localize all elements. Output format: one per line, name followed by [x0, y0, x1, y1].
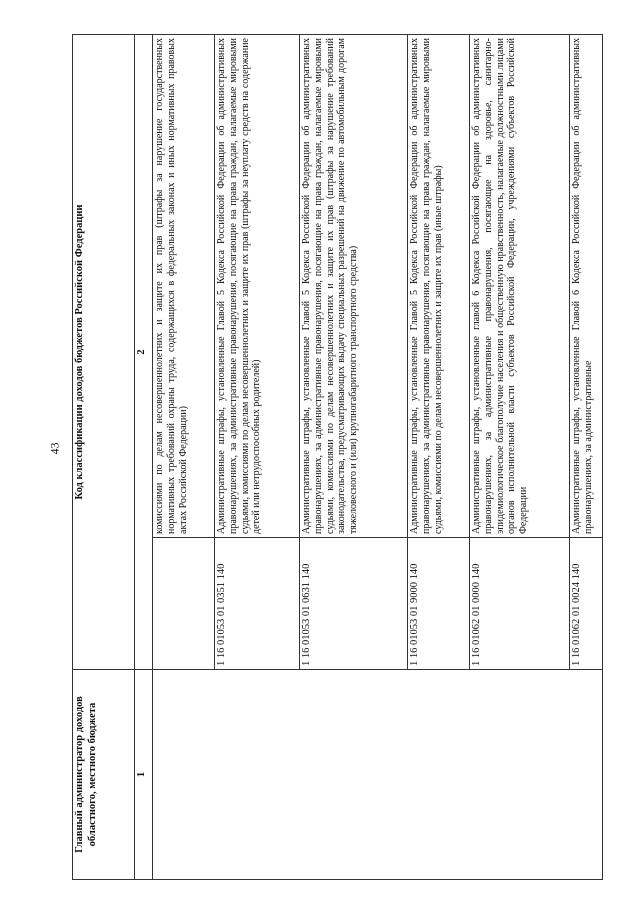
- page-number: 43: [47, 442, 62, 455]
- table-row: [153, 35, 215, 880]
- row-code: 1 16 01062 01 0024 140: [570, 538, 603, 670]
- row-code: 1 16 01062 01 0000 140: [470, 538, 570, 670]
- revenue-classification-table: [72, 34, 603, 880]
- rotated-table-container: [72, 35, 602, 880]
- administrator-cell: [153, 670, 603, 880]
- header-administrator: Главный администратор доходов областного, местного бюджета: [73, 670, 135, 880]
- header-num-1: 1: [135, 670, 153, 880]
- row-description: Административные штрафы, установленные Главой 6 Кодекса Российской Федерации об административных правонарушениях, за административные: [570, 35, 603, 538]
- row-description: Административные штрафы, установленные Главой 5 Кодекса Российской Федерации об административных правонарушениях, за административные правонарушения, посягающие на права граждан, налагаемые мировыми судьями, комиссиями по делам несовершеннолетних и защите их прав (иные штрафы): [408, 35, 470, 538]
- header-num-2: 2: [135, 35, 153, 670]
- row-code: [153, 538, 215, 670]
- row-description: Административные штрафы, установленные главой 6 Кодекса Российской Федерации об административных правонарушениях, за административные правонарушения, посягающие на здоровье, санитарно-эпидемиологическое благополучие населения и общественную нравственность, налагаемые должностными лицами органов исполнительной власти субъектов Российской Федерации, учреждениями субъектов Российской Федерации: [470, 35, 570, 538]
- row-description: комиссиями по делам несовершеннолетних и защите их прав (штрафы за нарушение государственных нормативных требований охраны труда, содержащихся в федеральных законах и иных нормативных правовых актах Российской Федерации): [153, 35, 215, 538]
- row-code: 1 16 01053 01 9000 140: [408, 538, 470, 670]
- row-code: 1 16 01053 01 0351 140: [215, 538, 300, 670]
- row-description: Административные штрафы, установленные Главой 5 Кодекса Российской Федерации об административных правонарушениях, за административные правонарушения, посягающие на права граждан, налагаемые мировыми судьями, комиссиями по делам несовершеннолетних и защите их прав (штрафы за нарушение требований законодательства, предусматривающих выдачу специальных разрешений на движение по автомобильным дорогам тяжеловесного и (или) крупногабаритного транспортного средства): [300, 35, 408, 538]
- row-description: Административные штрафы, установленные Главой 5 Кодекса Российской Федерации об административных правонарушениях, за административные правонарушения, посягающие на права граждан, налагаемые мировыми судьями, комиссиями по делам несовершеннолетних и защите их прав (штрафы за неуплату средств на содержание детей или нетрудоспособных родителей): [215, 35, 300, 538]
- header-classification-code: Код классификации доходов бюджетов Российской Федерации: [73, 35, 135, 670]
- row-code: 1 16 01053 01 0631 140: [300, 538, 408, 670]
